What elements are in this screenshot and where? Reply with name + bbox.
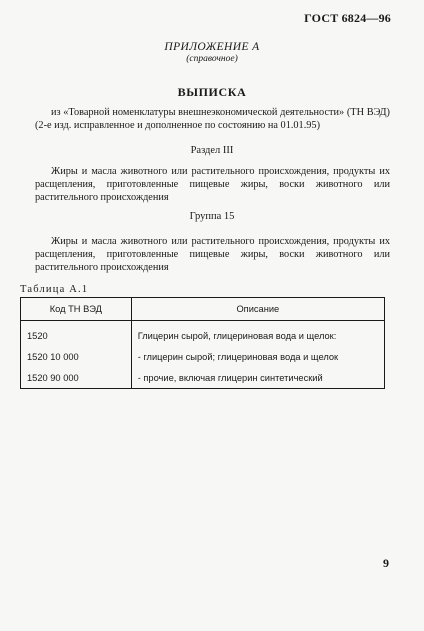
column-header-code: Код ТН ВЭД (21, 298, 132, 321)
group-title: Группа 15 (189, 211, 235, 222)
table-caption: Таблица А.1 (20, 284, 89, 295)
column-header-description: Описание (131, 298, 384, 321)
group-paragraph: Жиры и масла животного или растительного происхождения, продукты их расщепления, приготовленные пищевые жиры, воски животного или растительного происхождения (35, 236, 390, 273)
appendix-title: ПРИЛОЖЕНИЕ А (164, 41, 260, 53)
table-row (21, 321, 385, 347)
table-cell-code: 1520 10 000 (21, 346, 132, 367)
table-cell-code: 1520 (21, 321, 132, 347)
section-title: Раздел III (190, 145, 234, 156)
table-row (21, 346, 385, 367)
document-heading: ВЫПИСКА (177, 85, 247, 99)
source-paragraph: из «Товарной номенклатуры внешнеэкономической деятельности» (ТН ВЭД) (2-е изд. исправленное и дополненное по состоянию на 01.01.95) (35, 107, 390, 131)
table-row (21, 367, 385, 389)
table-cell-code: 1520 90 000 (21, 367, 132, 389)
table-cell-description: - прочие, включая глицерин синтетический (131, 367, 384, 389)
table-cell-description: Глицерин сырой, глицериновая вода и щелок: (131, 321, 384, 347)
code-table (20, 297, 385, 389)
document-code: ГОСТ 6824—96 (304, 11, 391, 25)
page-number: 9 (383, 556, 389, 570)
table-header-row (21, 298, 385, 321)
appendix-subtitle: (справочное) (186, 54, 238, 64)
table-cell-description: - глицерин сырой; глицериновая вода и щелок (131, 346, 384, 367)
section-paragraph: Жиры и масла животного или растительного происхождения, продукты их расщепления, приготовленные пищевые жиры, воски животного или растительного происхождения (35, 166, 390, 203)
